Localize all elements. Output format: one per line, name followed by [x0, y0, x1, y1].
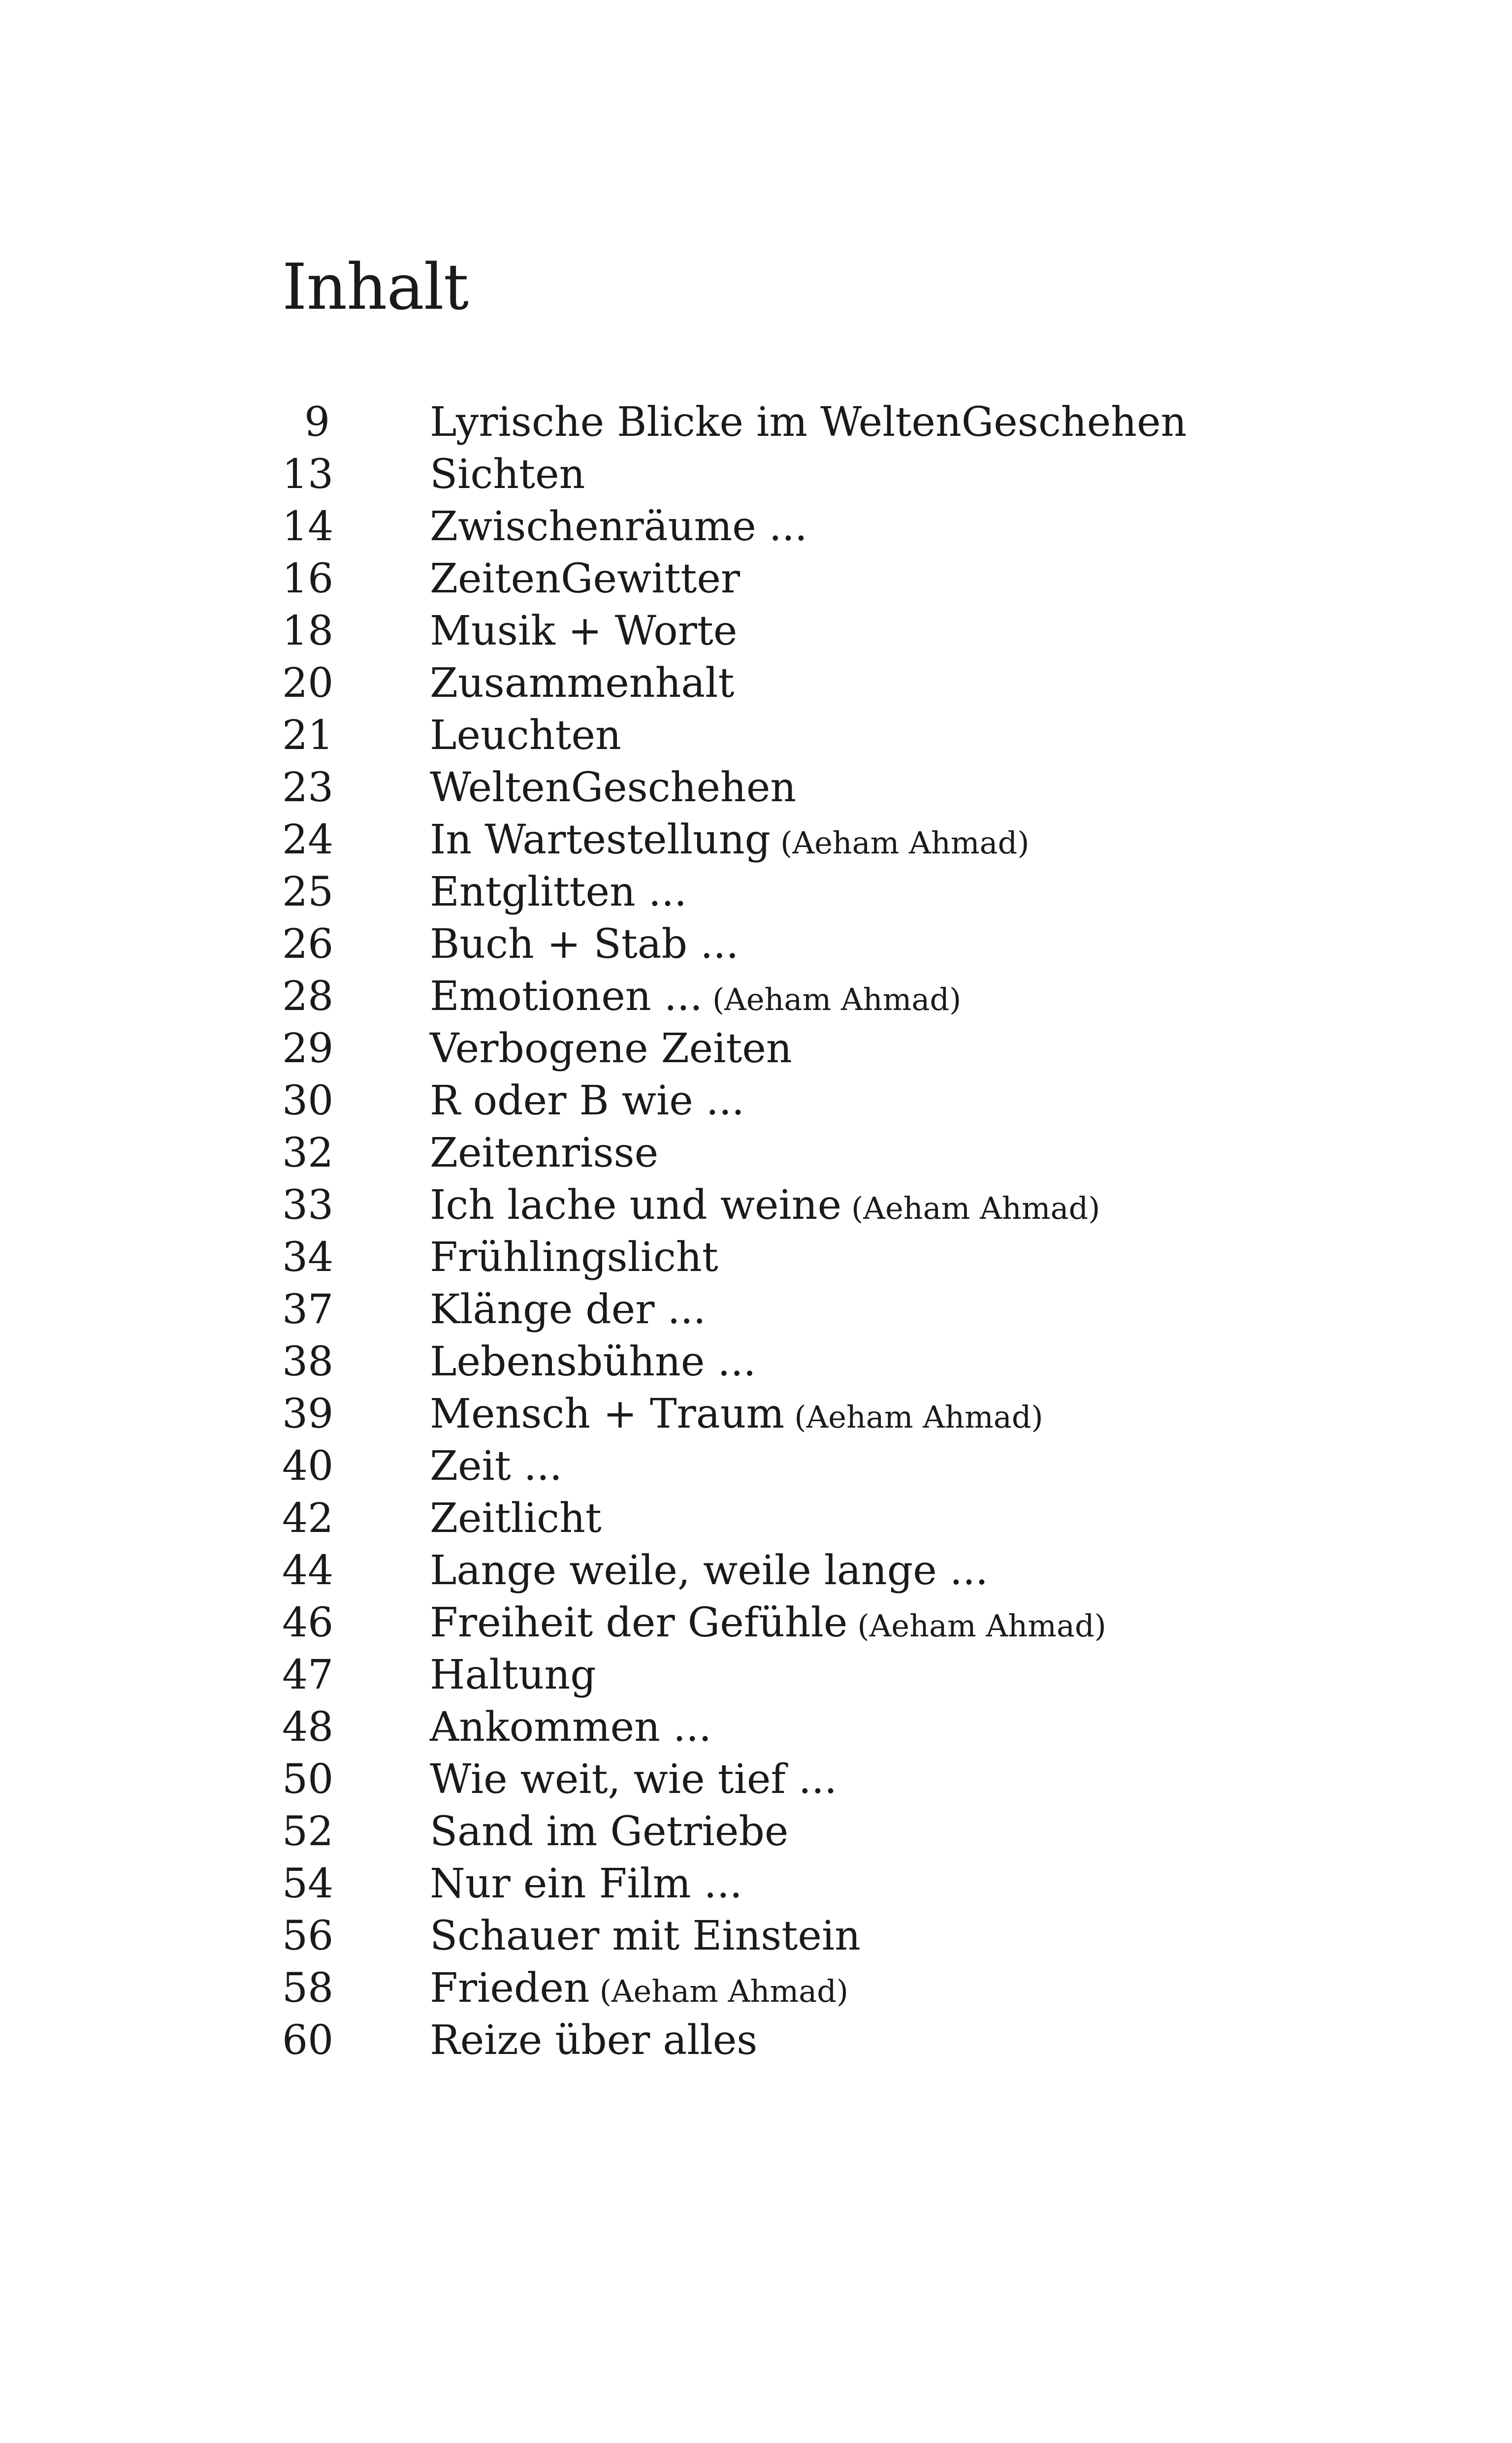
toc-author: (Aeham Ahmad) — [780, 825, 1029, 861]
toc-page-number: 18 — [282, 608, 334, 654]
toc-page-number: 33 — [282, 1182, 334, 1229]
toc-entry — [282, 1336, 1415, 1388]
toc-title: Lange weile, weile lange ... — [430, 1547, 989, 1594]
toc-page-number: 54 — [282, 1860, 334, 1907]
toc-entry — [282, 657, 1415, 710]
toc-title: WeltenGeschehen — [430, 764, 797, 811]
toc-entry — [282, 762, 1415, 814]
toc-title: Buch + Stab ... — [430, 921, 739, 968]
toc-page-number: 29 — [282, 1025, 334, 1072]
toc-entry — [282, 1127, 1415, 1179]
toc-title: Haltung — [430, 1652, 596, 1698]
toc-entry — [282, 866, 1415, 918]
toc-title: Klänge der ... — [430, 1286, 706, 1333]
toc-title: Zeitenrisse — [430, 1130, 659, 1176]
toc-page-number: 14 — [282, 503, 334, 550]
toc-entry — [282, 1806, 1415, 1858]
toc-entry — [282, 1962, 1415, 2015]
toc-title: Mensch + Traum — [430, 1391, 785, 1437]
toc-page-number: 30 — [282, 1077, 334, 1124]
toc-title: Lyrische Blicke im WeltenGeschehen — [430, 399, 1187, 446]
toc-entry — [282, 1075, 1415, 1127]
toc-page-number: 28 — [282, 973, 334, 1020]
toc-entry — [282, 1545, 1415, 1597]
toc-entry — [282, 605, 1415, 657]
toc-page-number: 13 — [282, 451, 334, 498]
toc-page-number: 47 — [282, 1652, 334, 1698]
toc-page-number: 20 — [282, 660, 334, 707]
toc-title: Verbogene Zeiten — [430, 1025, 792, 1072]
toc-author: (Aeham Ahmad) — [712, 981, 962, 1017]
toc-entry — [282, 449, 1415, 501]
toc-title: ZeitenGewitter — [430, 555, 740, 602]
toc-entry — [282, 918, 1415, 971]
toc-page-number: 38 — [282, 1338, 334, 1385]
toc-entry — [282, 1284, 1415, 1336]
toc-title: Lebensbühne ... — [430, 1338, 756, 1385]
toc-page-number: 42 — [282, 1495, 334, 1542]
toc-title: Emotionen ... — [430, 973, 703, 1020]
toc-page-number: 16 — [282, 555, 334, 602]
toc-title: Ankommen ... — [430, 1704, 712, 1751]
toc-title: Wie weit, wie tief ... — [430, 1756, 837, 1803]
toc-page-number: 50 — [282, 1756, 334, 1803]
toc-entry — [282, 1649, 1415, 1701]
toc-title: Entglitten ... — [430, 869, 687, 915]
toc-page-number: 58 — [282, 1965, 334, 2012]
toc-author: (Aeham Ahmad) — [794, 1399, 1043, 1435]
toc-entry — [282, 710, 1415, 762]
toc-page-number: 21 — [282, 712, 334, 759]
toc-title: Sichten — [430, 451, 585, 498]
toc-page-number: 34 — [282, 1234, 334, 1281]
toc-entry — [282, 814, 1415, 866]
page-title: Inhalt — [282, 251, 469, 324]
toc-page-number: 25 — [282, 869, 334, 915]
toc-entry — [282, 1179, 1415, 1232]
toc-title: Freiheit der Gefühle — [430, 1599, 848, 1646]
toc-page-number: 56 — [282, 1913, 334, 1959]
toc-author: (Aeham Ahmad) — [857, 1608, 1106, 1644]
toc-page-number: 26 — [282, 921, 334, 968]
toc-page-number: 39 — [282, 1391, 334, 1437]
toc-entry — [282, 1023, 1415, 1075]
toc-title: Schauer mit Einstein — [430, 1913, 861, 1959]
toc-page-number: 48 — [282, 1704, 334, 1751]
toc-title: Zeitlicht — [430, 1495, 602, 1542]
toc-entry — [282, 501, 1415, 553]
table-of-contents — [282, 396, 1415, 2067]
toc-page-number: 32 — [282, 1130, 334, 1176]
toc-entry — [282, 971, 1415, 1023]
toc-title: Reize über alles — [430, 2017, 758, 2064]
toc-author: (Aeham Ahmad) — [599, 1973, 849, 2009]
toc-title: Zwischenräume ... — [430, 503, 807, 550]
toc-page-number: 60 — [282, 2017, 334, 2064]
toc-entry — [282, 1493, 1415, 1545]
toc-entry — [282, 1388, 1415, 1440]
toc-entry — [282, 2015, 1415, 2067]
toc-page-number: 52 — [282, 1808, 334, 1855]
toc-page-number: 23 — [282, 764, 334, 811]
toc-title: Musik + Worte — [430, 608, 738, 654]
toc-entry — [282, 1910, 1415, 1962]
toc-title: Frieden — [430, 1965, 590, 2012]
toc-title: In Wartestellung — [430, 816, 771, 863]
toc-author: (Aeham Ahmad) — [851, 1190, 1100, 1226]
toc-title: Nur ein Film ... — [430, 1860, 742, 1907]
toc-title: Zusammenhalt — [430, 660, 735, 707]
toc-title: Leuchten — [430, 712, 621, 759]
toc-title: R oder B wie ... — [430, 1077, 744, 1124]
toc-title: Ich lache und weine — [430, 1182, 842, 1229]
toc-entry — [282, 1440, 1415, 1493]
toc-title: Sand im Getriebe — [430, 1808, 789, 1855]
toc-entry — [282, 1232, 1415, 1284]
toc-title: Frühlingslicht — [430, 1234, 718, 1281]
toc-page-number: 46 — [282, 1599, 334, 1646]
toc-page-number: 9 — [304, 399, 330, 446]
toc-page-number: 44 — [282, 1547, 334, 1594]
toc-entry — [282, 553, 1415, 605]
toc-page-number: 24 — [282, 816, 334, 863]
toc-entry — [282, 1858, 1415, 1910]
toc-page-number: 37 — [282, 1286, 334, 1333]
toc-entry — [282, 1754, 1415, 1806]
toc-title: Zeit ... — [430, 1443, 562, 1490]
toc-entry — [282, 396, 1415, 449]
toc-entry — [282, 1701, 1415, 1754]
toc-entry — [282, 1597, 1415, 1649]
toc-page-number: 40 — [282, 1443, 334, 1490]
